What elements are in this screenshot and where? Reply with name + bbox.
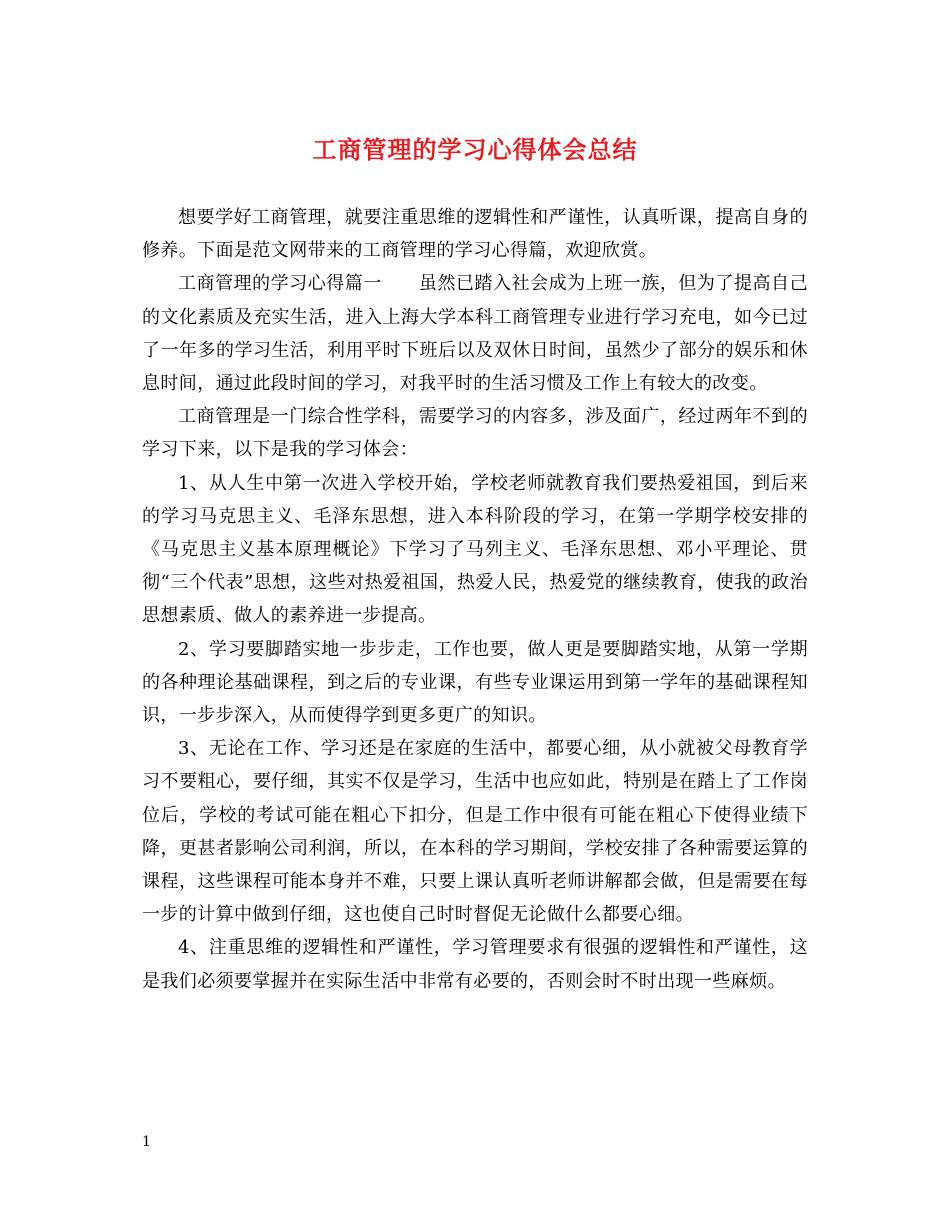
paragraph-overview: 工商管理是一门综合性学科，需要学习的内容多，涉及面广，经过两年不到的学习下来，以下是我的学习体会： bbox=[142, 406, 808, 461]
paragraph-point-4: 4、注重思维的逻辑性和严谨性，学习管理要求有很强的逻辑性和严谨性，这是我们必须要掌握并在实际生活中非常有必要的，否则会时不时出现一些麻烦。 bbox=[142, 937, 808, 992]
paragraph-point-3: 3、无论在工作、学习还是在家庭的生活中，都要心细，从小就被父母教育学习不要粗心，要仔细，其实不仅是学习，生活中也应如此，特别是在踏上了工作岗位后，学校的考试可能在粗心下扣分，但是工作中很有可能在粗心下使得业绩下降，更甚者影响公司利润，所以，在本科的学习期间，学校安排了各种需要运算的课程，这些课程可能本身并不难，只要上课认真听老师讲解都会做，但是需要在每一步的计算中做到仔细，这也使自己时时督促无论做什么都要心细。 bbox=[142, 738, 808, 926]
paragraph-part-one: 工商管理的学习心得篇一 虽然已踏入社会成为上班一族，但为了提高自己的文化素质及充实生活，进入上海大学本科工商管理专业进行学习充电，如今已过了一年多的学习生活，利用平时下班后以及双休日时间，虽然少了部分的娱乐和休息时间，通过此段时间的学习，对我平时的生活习惯及工作上有较大的改变。 bbox=[142, 273, 808, 395]
paragraph-point-1: 1、从人生中第一次进入学校开始，学校老师就教育我们要热爱祖国，到后来的学习马克思主义、毛泽东思想，进入本科阶段的学习，在第一学期学校安排的《马克思主义基本原理概论》下学习了马列主义、毛泽东思想、邓小平理论、贯彻“三个代表”思想，这些对热爱祖国，热爱人民，热爱党的继续教育，使我的政治思想素质、做人的素养进一步提高。 bbox=[142, 472, 808, 627]
paragraph-intro: 想要学好工商管理，就要注重思维的逻辑性和严谨性，认真听课，提高自身的修养。下面是范文网带来的工商管理的学习心得篇，欢迎欣赏。 bbox=[142, 207, 808, 262]
document-title: 工商管理的学习心得体会总结 bbox=[312, 135, 638, 164]
paragraph-point-2: 2、学习要脚踏实地一步步走，工作也要，做人更是要脚踏实地，从第一学期的各种理论基础课程，到之后的专业课，有些专业课运用到第一学年的基础课程知识，一步步深入，从而使得学到更多更广的知识。 bbox=[142, 638, 808, 727]
page-number: 1 bbox=[142, 1134, 151, 1150]
document-body bbox=[142, 201, 808, 998]
